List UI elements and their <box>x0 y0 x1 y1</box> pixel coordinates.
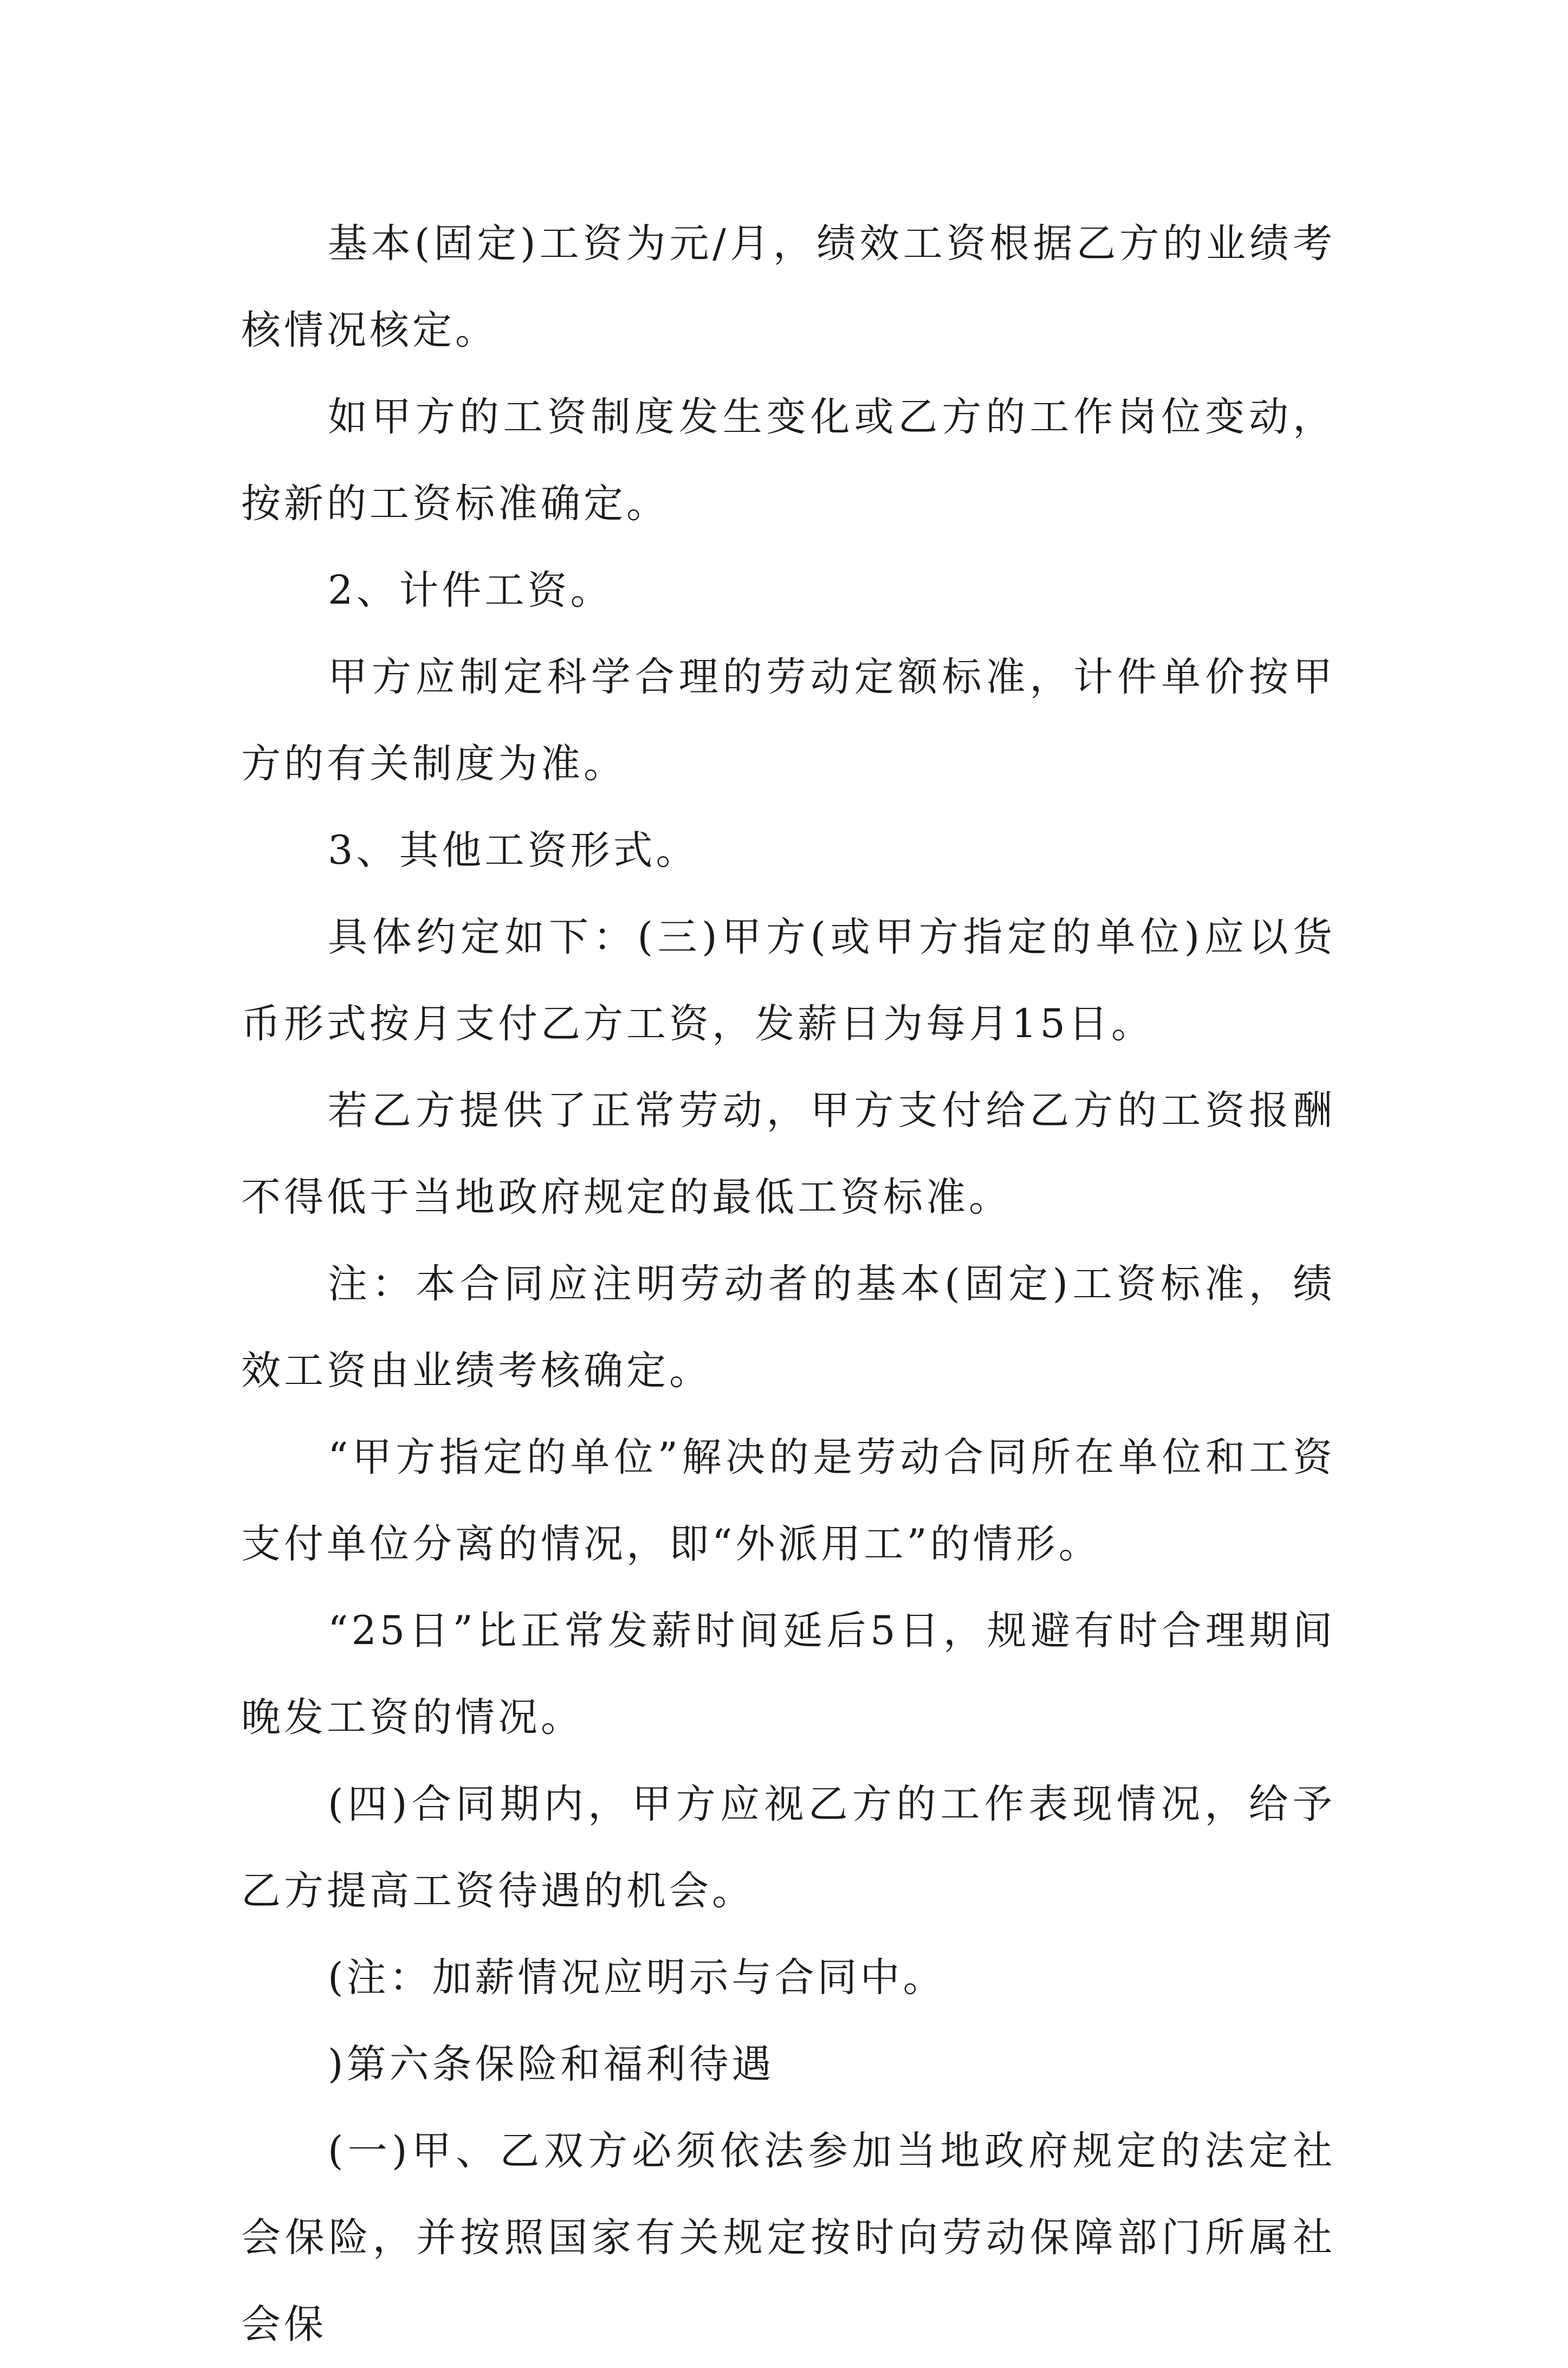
paragraph-other-wage-heading: 3、其他工资形式。 <box>328 827 699 874</box>
paragraph-piece-wage-heading: 2、计件工资。 <box>328 567 613 613</box>
paragraph-minimum-wage: 若乙方提供了正常劳动，甲方支付给乙方的工资报酬不得低于当地政府规定的最低工资标准。 <box>241 1088 1336 1220</box>
paragraph-raise-note: (注：加薪情况应明示与合同中。 <box>328 1955 946 2001</box>
paragraph-base-salary: 基本(固定)工资为元/月，绩效工资根据乙方的业绩考核情况核定。 <box>241 221 1336 353</box>
paragraph-article-six-heading: )第六条保险和福利待遇 <box>328 2041 775 2087</box>
paragraph-social-insurance: (一)甲、乙双方必须依法参加当地政府规定的法定社会保险，并按照国家有关规定按时向劳动保障部门所属社会保 <box>241 2128 1336 2347</box>
paragraph-designated-unit: “甲方指定的单位”解决的是劳动合同所在单位和工资支付单位分离的情况，即“外派用工”的情形。 <box>241 1434 1336 1567</box>
paragraph-note-standard: 注：本合同应注明劳动者的基本(固定)工资标准，绩效工资由业绩考核确定。 <box>241 1261 1336 1394</box>
paragraph-payday: 具体约定如下：(三)甲方(或甲方指定的单位)应以货币形式按月支付乙方工资，发薪日为每月15日。 <box>241 914 1336 1047</box>
paragraph-25th-day: “25日”比正常发薪时间延后5日，规避有时合理期间晚发工资的情况。 <box>241 1608 1336 1741</box>
paragraph-piece-wage: 甲方应制定科学合理的劳动定额标准，计件单价按甲方的有关制度为准。 <box>241 654 1336 787</box>
document-body <box>241 200 1336 2368</box>
paragraph-salary-change: 如甲方的工资制度发生变化或乙方的工作岗位变动，按新的工资标准确定。 <box>241 394 1336 527</box>
paragraph-raise-opportunity: (四)合同期内，甲方应视乙方的工作表现情况，给予乙方提高工资待遇的机会。 <box>241 1781 1336 1914</box>
